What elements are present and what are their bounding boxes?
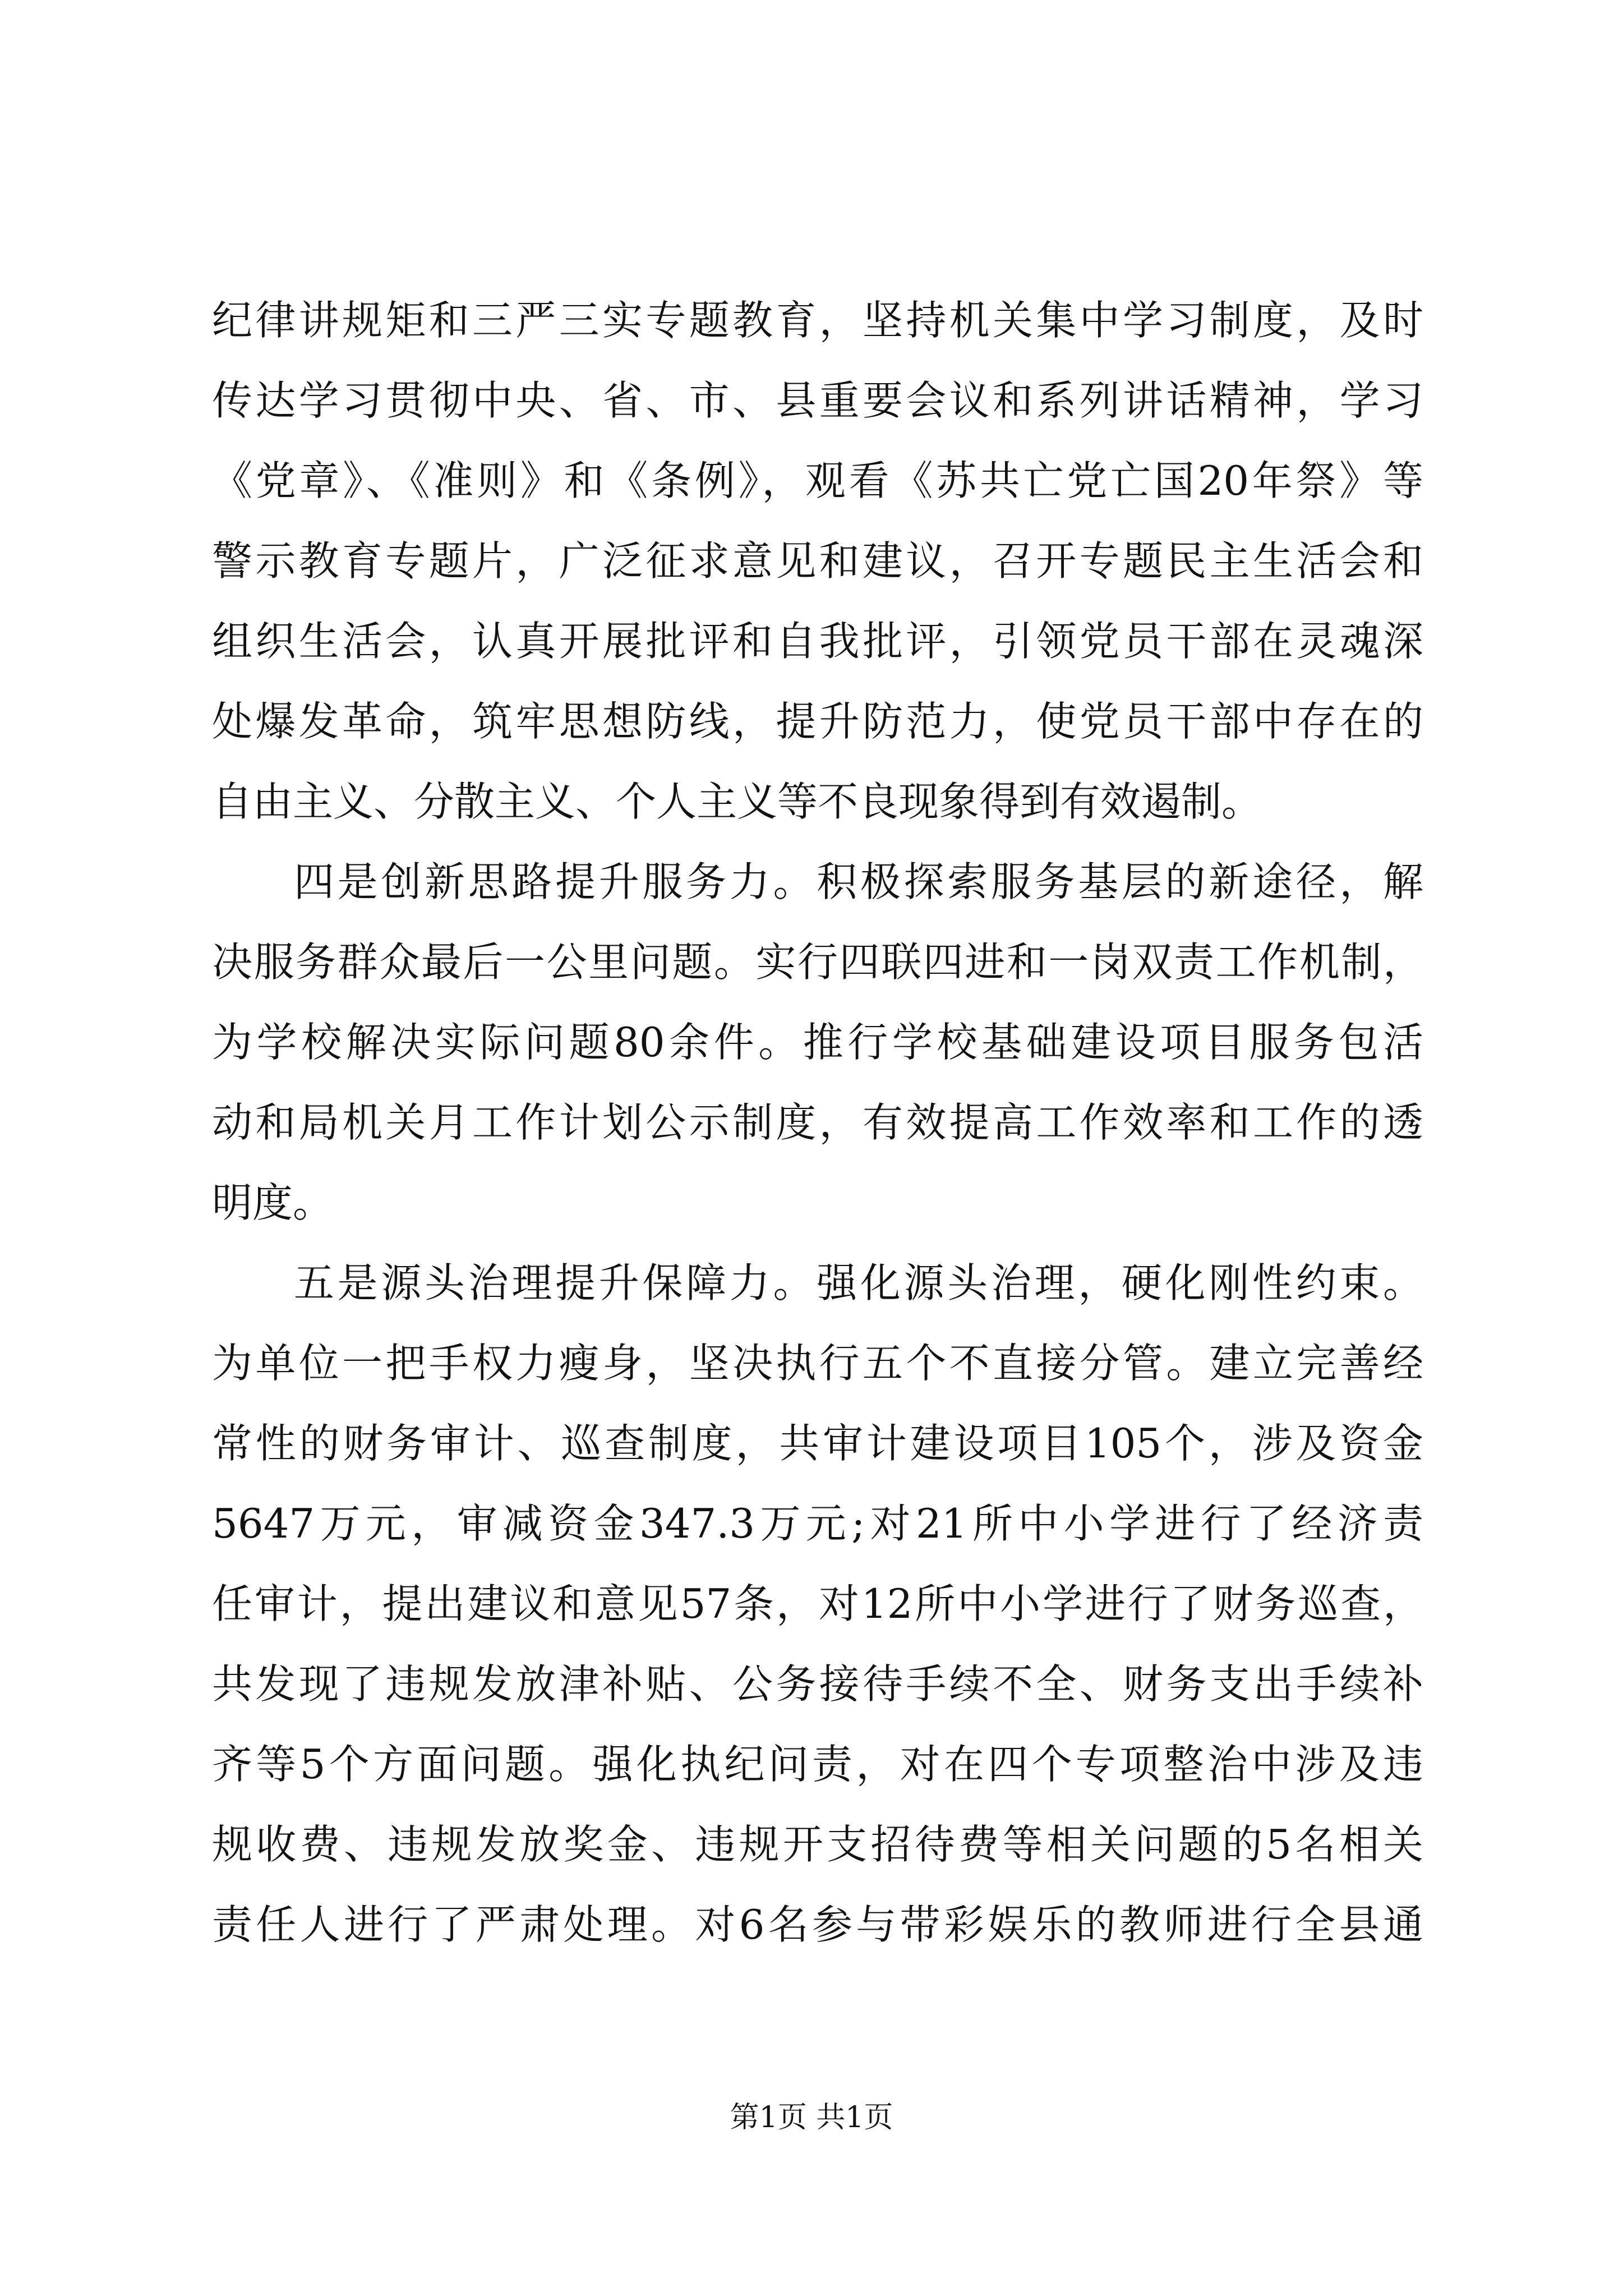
paragraph-start-line: 五是源头治理提升保障力。强化源头治理，硬化刚性约束。 xyxy=(294,1259,1423,1306)
text-line: 纪律讲规矩和三严三实专题教育，坚持机关集中学习制度，及时 xyxy=(212,297,1423,344)
text-line: 共发现了违规发放津补贴、公务接待手续不全、财务支出手续补 xyxy=(212,1660,1423,1708)
page-number-footer: 第1页 共1页 xyxy=(730,2101,893,2134)
text-line: 为单位一把手权力瘦身，坚决执行五个不直接分管。建立完善经 xyxy=(212,1340,1423,1387)
text-line: 为学校解决实际问题80余件。推行学校基础建设项目服务包活 xyxy=(212,1019,1423,1066)
paragraph-start-line: 四是创新思路提升服务力。积极探索服务基层的新途径，解 xyxy=(294,858,1423,905)
text-line: 组织生活会，认真开展批评和自我批评，引领党员干部在灵魂深 xyxy=(212,618,1423,665)
text-line: 处爆发革命，筑牢思想防线，提升防范力，使党员干部中存在的 xyxy=(212,698,1423,745)
text-line: 动和局机关月工作计划公示制度，有效提高工作效率和工作的透 xyxy=(212,1099,1423,1146)
text-line: 决服务群众最后一公里问题。实行四联四进和一岗双责工作机制， xyxy=(212,938,1423,986)
text-line: 任审计，提出建议和意见57条，对12所中小学进行了财务巡查， xyxy=(212,1580,1423,1627)
text-line: 齐等5个方面问题。强化执纪问责，对在四个专项整治中涉及违 xyxy=(212,1741,1423,1788)
text-line: 自由主义、分散主义、个人主义等不良现象得到有效遏制。 xyxy=(212,778,1262,825)
text-line: 5647万元，审减资金347.3万元;对21所中小学进行了经济责 xyxy=(212,1500,1423,1547)
text-line: 明度。 xyxy=(212,1179,334,1226)
text-line: 警示教育专题片，广泛征求意见和建议，召开专题民主生活会和 xyxy=(212,537,1423,585)
document-body xyxy=(212,280,1423,1965)
text-line: 《党章》、《准则》和《条例》，观看《苏共亡党亡国20年祭》等 xyxy=(212,457,1423,504)
text-line: 规收费、违规发放奖金、违规开支招待费等相关问题的5名相关 xyxy=(212,1821,1423,1868)
text-line: 常性的财务审计、巡查制度，共审计建设项目105个，涉及资金 xyxy=(212,1420,1423,1467)
text-line: 传达学习贯彻中央、省、市、县重要会议和系列讲话精神，学习 xyxy=(212,377,1423,424)
text-line: 责任人进行了严肃处理。对6名参与带彩娱乐的教师进行全县通 xyxy=(212,1901,1423,1948)
